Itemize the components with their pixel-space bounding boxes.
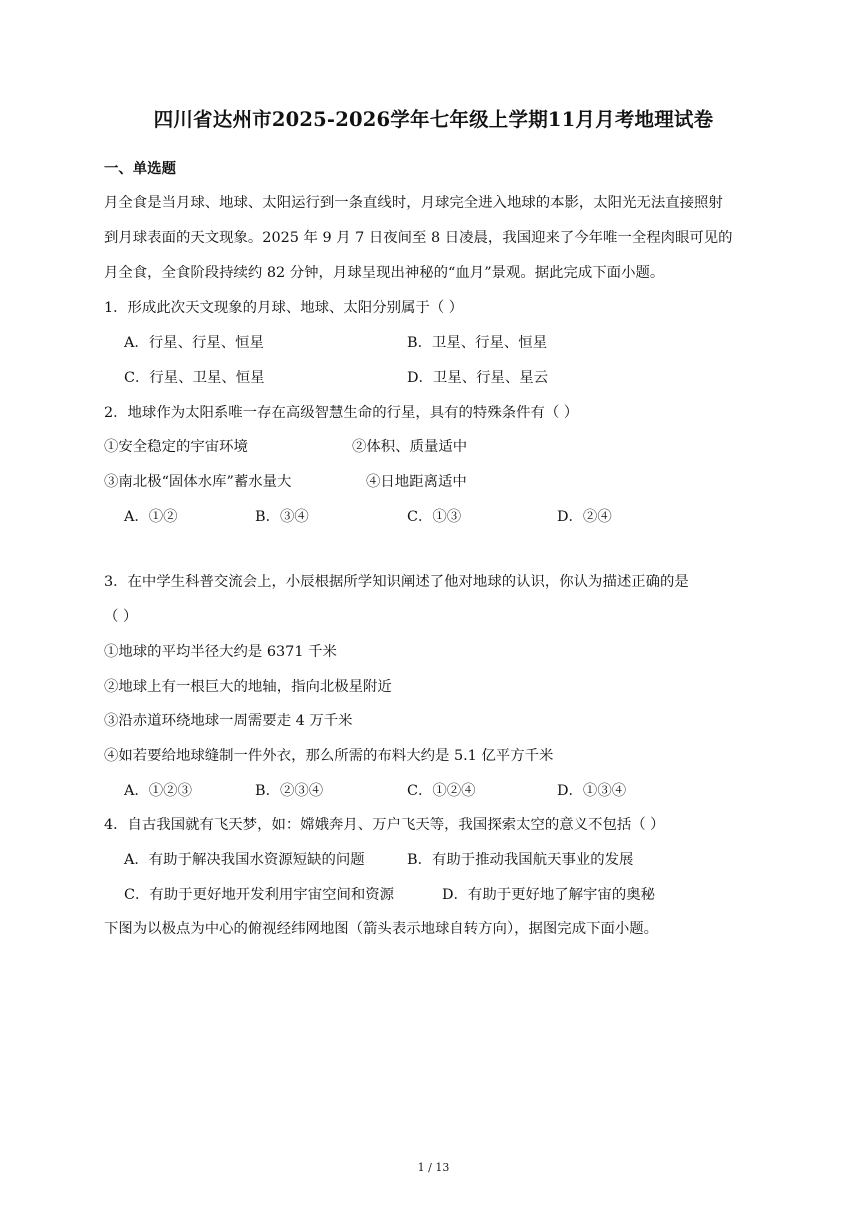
q4-stem: 4．自古我国就有飞天梦，如：嫦娥奔月、万户飞天等，我国探索太空的意义不包括（ ） [104,817,665,833]
q2-option-d: D．②④ [557,509,612,525]
q3-item-4: ④如若要给地球缝制一件外衣，那么所需的布料大约是 5.1 亿平方千米 [104,748,554,764]
q3-option-a: A．①②③ [124,783,192,799]
q2-item-2: ②体积、质量适中 [352,439,468,455]
q3-option-c: C．①②④ [407,783,476,799]
passage1-line-3: 月全食，全食阶段持续约 82 分钟，月球呈现出神秘的“血月”景观。据此完成下面小题。 [104,265,665,281]
q2-item-4: ④日地距离适中 [366,474,467,490]
q2-option-a: A．①② [124,509,178,525]
page-number: 1 / 13 [417,1161,450,1174]
q3-option-b: B．②③④ [255,783,324,799]
q3-item-1: ①地球的平均半径大约是 6371 千米 [104,644,337,660]
q3-option-d: D．①③④ [557,783,627,799]
passage2: 下图为以极点为中心的俯视经纬网地图（箭头表示地球自转方向），据图完成下面小题。 [104,921,659,937]
q2-item-1: ①安全稳定的宇宙环境 [104,439,248,455]
q3-stem-line-1: 3．在中学生科普交流会上，小辰根据所学知识阐述了他对地球的认识，你认为描述正确的是 [104,574,689,590]
q2-stem: 2．地球作为太阳系唯一存在高级智慧生命的行星，具有的特殊条件有（ ） [104,405,579,421]
q4-option-d: D．有助于更好地了解宇宙的奥秘 [442,887,656,903]
q2-item-3: ③南北极“固体水库”蓄水量大 [104,474,292,490]
q1-option-c: C．行星、卫星、恒星 [124,370,265,386]
section-heading: 一、单选题 [104,160,176,177]
q1-option-b: B．卫星、行星、恒星 [407,335,548,351]
q2-option-c: C．①③ [407,509,462,525]
q1-option-d: D．卫星、行星、星云 [407,370,549,386]
q1-option-a: A．行星、行星、恒星 [124,335,264,351]
q3-item-3: ③沿赤道环绕地球一周需要走 4 万千米 [104,713,353,729]
q1-stem: 1．形成此次天文现象的月球、地球、太阳分别属于（ ） [104,300,464,316]
q3-stem-line-2: （ ） [104,609,138,625]
passage1-line-1: 月全食是当月球、地球、太阳运行到一条直线时，月球完全进入地球的本影，太阳光无法直接照射 [104,195,723,211]
q4-option-b: B．有助于推动我国航天事业的发展 [407,852,634,868]
passage1-line-2: 到月球表面的天文现象。2025 年 9 月 7 日夜间至 8 日凌晨，我国迎来了今年唯一全程肉眼可见的 [104,230,733,246]
q4-option-c: C．有助于更好地开发利用宇宙空间和资源 [124,887,395,903]
q3-item-2: ②地球上有一根巨大的地轴，指向北极星附近 [104,679,392,695]
q2-option-b: B．③④ [255,509,309,525]
q4-option-a: A．有助于解决我国水资源短缺的问题 [124,852,365,868]
page-title: 四川省达州市2025-2026学年七年级上学期11月月考地理试卷 [153,108,714,131]
